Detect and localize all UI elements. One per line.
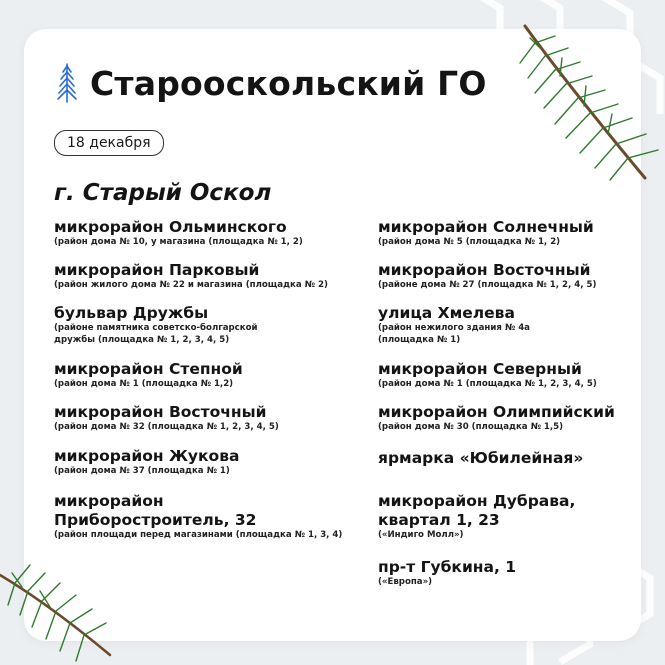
location-name: пр-т Губкина, 1 bbox=[378, 558, 517, 576]
location-note: (районе памятника советско-болгарской дружбы (площадка № 1, 2, 3, 4, 5) bbox=[54, 323, 258, 345]
list-item bbox=[378, 492, 575, 542]
location-name: микрорайон Дубрава, квартал 1, 23 bbox=[378, 492, 576, 529]
location-name: улица Хмелева bbox=[378, 304, 515, 322]
page-title: Старооскольский ГО bbox=[90, 63, 487, 103]
list-item bbox=[378, 403, 615, 434]
list-item bbox=[378, 360, 597, 391]
location-note: (район нежилого здания № 4а (площадка № 1) bbox=[378, 323, 530, 345]
date-badge: 18 декабря bbox=[54, 130, 164, 156]
location-name: микрорайон Олимпийский bbox=[378, 403, 615, 421]
location-name: микрорайон Парковый bbox=[54, 261, 260, 279]
location-name: микрорайон Приборостроитель, 32 bbox=[54, 492, 257, 529]
list-item bbox=[54, 360, 243, 391]
list-item bbox=[54, 447, 239, 478]
location-name: микрорайон Солнечный bbox=[378, 218, 594, 236]
list-item bbox=[54, 304, 258, 346]
fir-tree-icon bbox=[56, 62, 78, 104]
location-note: (районе дома № 27 (площадка № 1, 2, 4, 5) bbox=[378, 280, 597, 290]
pine-branch-icon bbox=[500, 18, 665, 188]
location-name: ярмарка «Юбилейная» bbox=[378, 449, 584, 467]
location-name: микрорайон Восточный bbox=[378, 261, 591, 279]
list-item bbox=[378, 449, 583, 468]
list-item bbox=[378, 261, 596, 292]
pine-branch-icon-bottom bbox=[0, 555, 120, 665]
location-note: (район жилого дома № 22 и магазина (площадка № 2) bbox=[54, 280, 328, 290]
location-name: бульвар Дружбы bbox=[54, 304, 209, 322]
list-item bbox=[54, 403, 279, 434]
location-note: (район дома № 10, у магазина (площадка № 1, 2) bbox=[54, 237, 303, 247]
location-note: (район дома № 5 (площадка № 1, 2) bbox=[378, 237, 561, 247]
location-note: (район площади перед магазинами (площадка № 1, 3, 4) bbox=[54, 530, 343, 540]
list-item bbox=[54, 492, 342, 542]
list-item bbox=[54, 218, 303, 249]
list-item bbox=[378, 558, 516, 589]
location-note: («Европа») bbox=[378, 577, 433, 587]
location-note: (район дома № 37 (площадка № 1) bbox=[54, 466, 230, 476]
header bbox=[56, 62, 487, 104]
list-item bbox=[54, 261, 328, 292]
location-name: микрорайон Восточный bbox=[54, 403, 267, 421]
list-item bbox=[378, 218, 594, 249]
location-note: (район дома № 1 (площадка № 1,2) bbox=[54, 379, 234, 389]
location-note: (район дома № 30 (площадка № 1,5) bbox=[378, 422, 564, 432]
location-name: микрорайон Ольминского bbox=[54, 218, 287, 236]
list-item bbox=[378, 304, 530, 346]
location-name: микрорайон Степной bbox=[54, 360, 243, 378]
location-name: микрорайон Жукова bbox=[54, 447, 240, 465]
city-heading: г. Старый Оскол bbox=[54, 180, 272, 206]
location-note: («Индиго Молл») bbox=[378, 530, 464, 540]
location-note: (район дома № 1 (площадка № 1, 2, 3, 4, 5) bbox=[378, 379, 597, 389]
location-name: микрорайон Северный bbox=[378, 360, 582, 378]
location-note: (район дома № 32 (площадка № 1, 2, 3, 4, 5) bbox=[54, 422, 279, 432]
